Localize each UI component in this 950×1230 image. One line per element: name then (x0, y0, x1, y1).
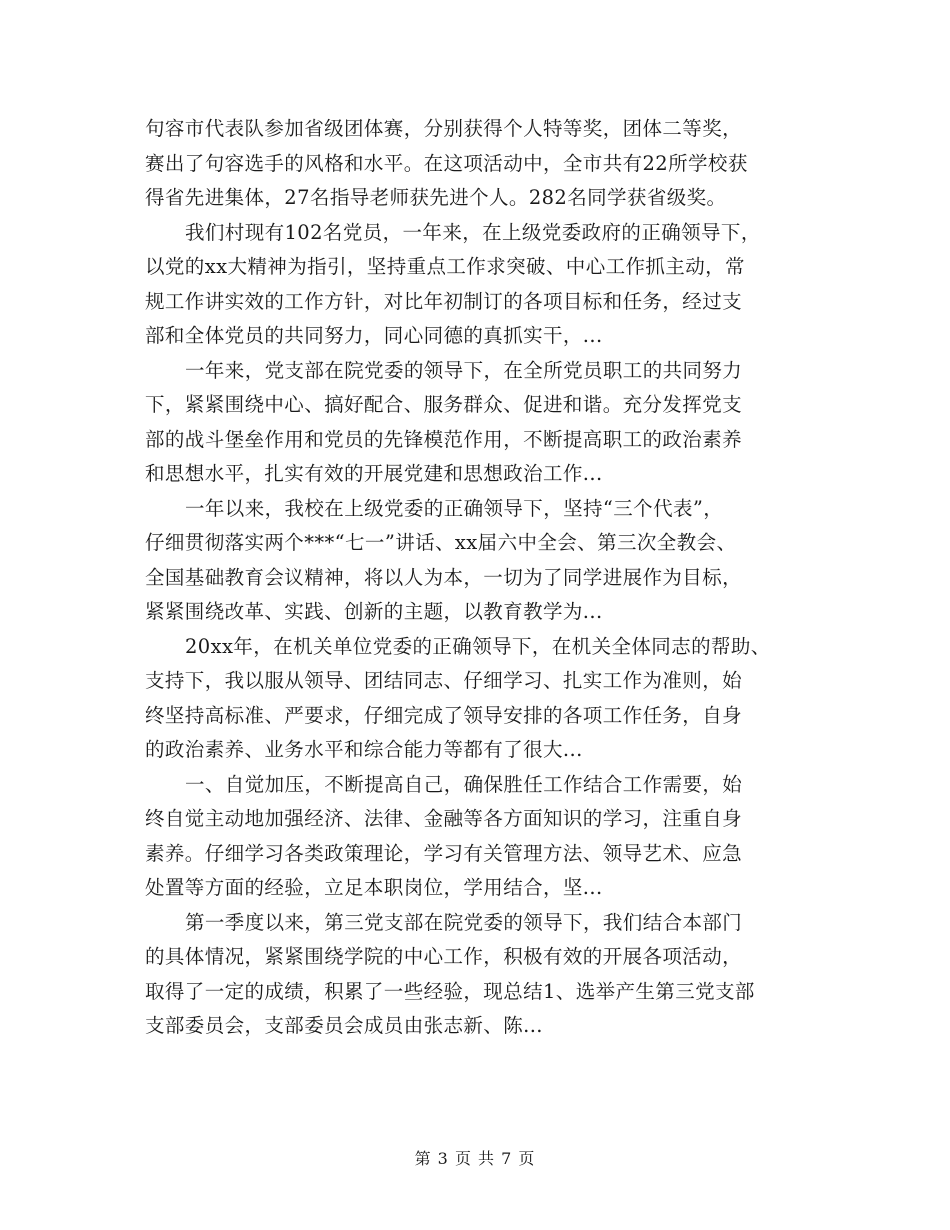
text-line: 仔细贯彻落实两个***“七一”讲话、xx届六中全会、第三次全教会、 (145, 531, 737, 554)
text-line: 支部委员会，支部委员会成员由张志新、陈... (145, 1014, 543, 1037)
paragraph-first-line: 一年以来，我校在上级党委的正确领导下，坚持“三个代表”， (185, 496, 724, 520)
text-line: 规工作讲实效的工作方针，对比年初制订的各项目标和任务，经过支 (145, 289, 743, 313)
text-line: 紧紧围绕改革、实践、创新的主题，以教育教学为... (145, 600, 603, 623)
text-line: 处置等方面的经验，立足本职岗位，学用结合，坚... (145, 876, 603, 899)
text-line: 的政治素养、业务水平和综合能力等都有了很大... (145, 738, 583, 761)
paragraph-first-line: 一年来，党支部在院党委的领导下，在全所党员职工的共同努力 (185, 358, 743, 382)
text-line: 和思想水平，扎实有效的开展党建和思想政治工作... (145, 462, 603, 485)
paragraph-first-line: 第一季度以来，第三党支部在院党委的领导下，我们结合本部门 (185, 910, 743, 934)
text-line: 得省先进集体，27名指导老师获先进个人。282名同学获省级奖。 (145, 186, 727, 209)
text-line: 素养。仔细学习各类政策理论，学习有关管理方法、领导艺术、应急 (145, 841, 743, 865)
text-line: 终坚持高标准、严要求，仔细完成了领导安排的各项工作任务，自身 (145, 703, 743, 727)
text-line: 全国基础教育会议精神，将以人为本，一切为了同学进展作为目标， (145, 565, 743, 589)
text-line: 取得了一定的成绩，积累了一些经验，现总结1、选举产生第三党支部 (145, 979, 755, 1003)
page-number-footer: 第 3 页 共 7 页 (414, 1149, 536, 1168)
text-line: 下，紧紧围绕中心、搞好配合、服务群众、促进和谐。充分发挥党支 (145, 393, 743, 416)
paragraph-first-line: 一、自觉加压，不断提高自己，确保胜任工作结合工作需要，始 (185, 772, 743, 796)
text-line: 部和全体党员的共同努力，同心同德的真抓实干，... (145, 324, 603, 347)
text-line: 赛出了句容选手的风格和水平。在这项活动中，全市共有22所学校获 (145, 151, 748, 175)
text-line: 支持下，我以服从领导、团结同志、仔细学习、扎实工作为准则，始 (145, 669, 743, 692)
text-line: 终自觉主动地加强经济、法律、金融等各方面知识的学习，注重自身 (145, 807, 743, 830)
paragraph-first-line: 20xx年，在机关单位党委的正确领导下，在机关全体同志的帮助、 (185, 634, 771, 658)
text-line: 句容市代表队参加省级团体赛，分别获得个人特等奖，团体二等奖， (145, 117, 743, 140)
text-line: 以党的xx大精神为指引，坚持重点工作求突破、中心工作抓主动，常 (145, 255, 745, 278)
document-body (145, 112, 810, 1044)
text-line: 部的战斗堡垒作用和党员的先锋模范作用，不断提高职工的政治素养 (145, 427, 743, 451)
paragraph-first-line: 我们村现有102名党员，一年来，在上级党委政府的正确领导下， (185, 220, 761, 244)
text-line: 的具体情况，紧紧围绕学院的中心工作，积极有效的开展各项活动， (145, 945, 743, 968)
